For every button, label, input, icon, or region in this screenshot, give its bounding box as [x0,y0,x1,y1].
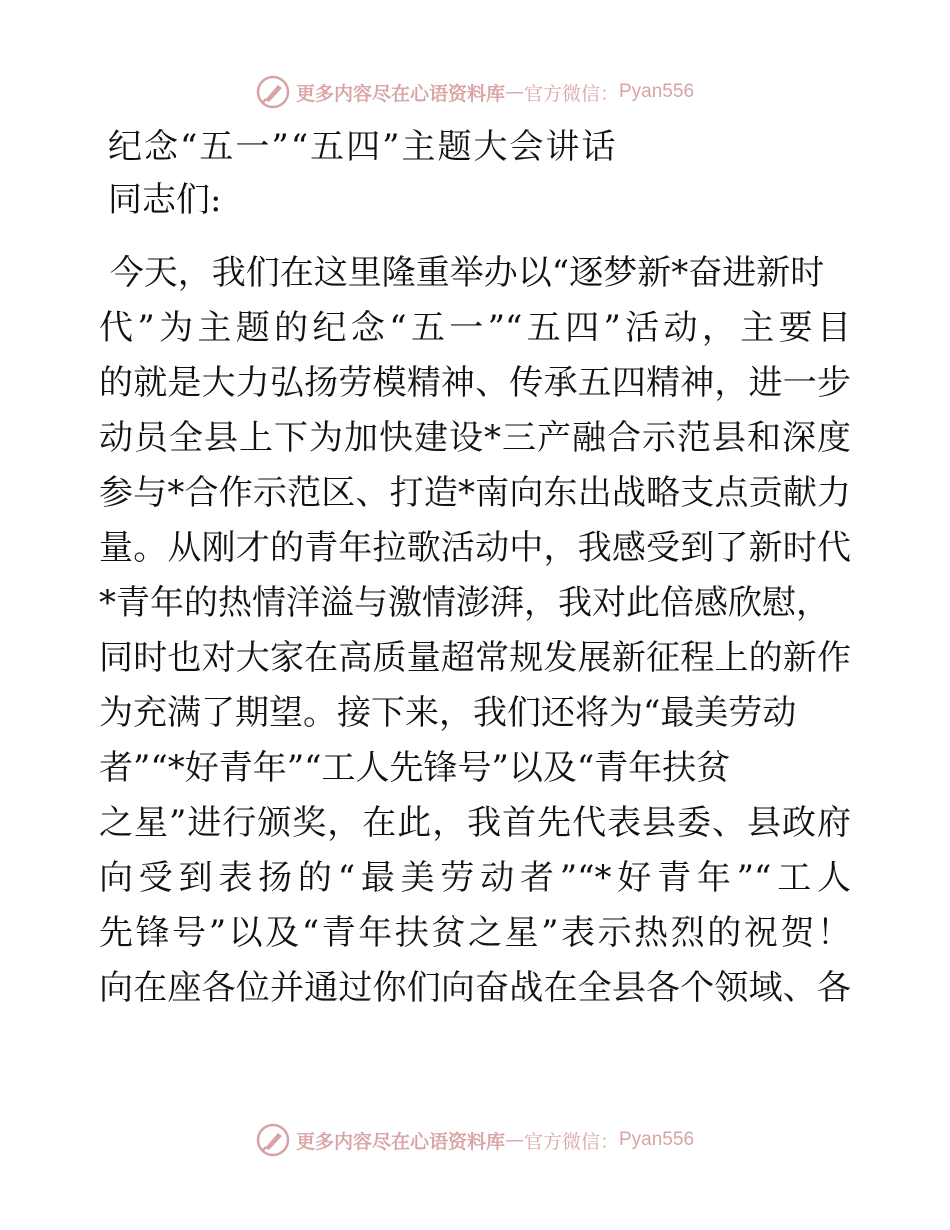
watermark-text: 更多内容尽在心语资料库 [295,82,505,105]
body-paragraph [99,246,851,1016]
watermark-wechat-label: 官方微信： [523,1130,619,1153]
watermark-separator: — [504,81,524,103]
body-line: 参与*合作示范区、打造*南向东出战略支点贡献力 [99,473,851,513]
body-line: 向受到表扬的“最美劳动者”“*好青年”“工人 [99,858,851,898]
body-line: 之星”进行颁奖，在此，我首先代表县委、县政府 [99,803,851,843]
pen-logo-icon [256,1123,290,1157]
body-line: 代”为主题的纪念“五一”“五四”活动，主要目 [99,308,851,348]
document-title: 纪念“五一”“五四”主题大会讲话 [108,127,618,167]
body-line: 动员全县上下为加快建设*三产融合示范县和深度 [99,418,851,458]
watermark-separator: — [504,1129,524,1151]
footer-watermark [0,1120,950,1160]
body-line: 先锋号”以及“青年扶贫之星”表示热烈的祝贺！ [99,913,851,953]
watermark-text: 更多内容尽在心语资料库 [295,1130,505,1153]
pen-logo-icon [256,75,290,109]
body-line: 量。从刚才的青年拉歌活动中，我感受到了新时代 [99,528,851,568]
body-line: 向在座各位并通过你们向奋战在全县各个领域、各 [99,968,851,1008]
body-line: 者”“*好青年”“工人先锋号”以及“青年扶贫 [99,748,731,788]
watermark-wechat-label: 官方微信： [523,82,619,105]
body-line: 今天，我们在这里隆重举办以“逐梦新*奋进新时 [99,253,825,293]
watermark-wechat-id: Pyan556 [619,81,695,102]
header-watermark [0,72,950,112]
salutation: 同志们: [108,180,222,220]
body-line: 为充满了期望。接下来，我们还将为“最美劳动 [99,693,797,733]
watermark-wechat-id: Pyan556 [619,1129,695,1150]
body-line: 的就是大力弘扬劳模精神、传承五四精神，进一步 [99,363,851,403]
body-line: 同时也对大家在高质量超常规发展新征程上的新作 [99,638,851,678]
body-line: *青年的热情洋溢与激情澎湃，我对此倍感欣慰， [99,583,830,623]
